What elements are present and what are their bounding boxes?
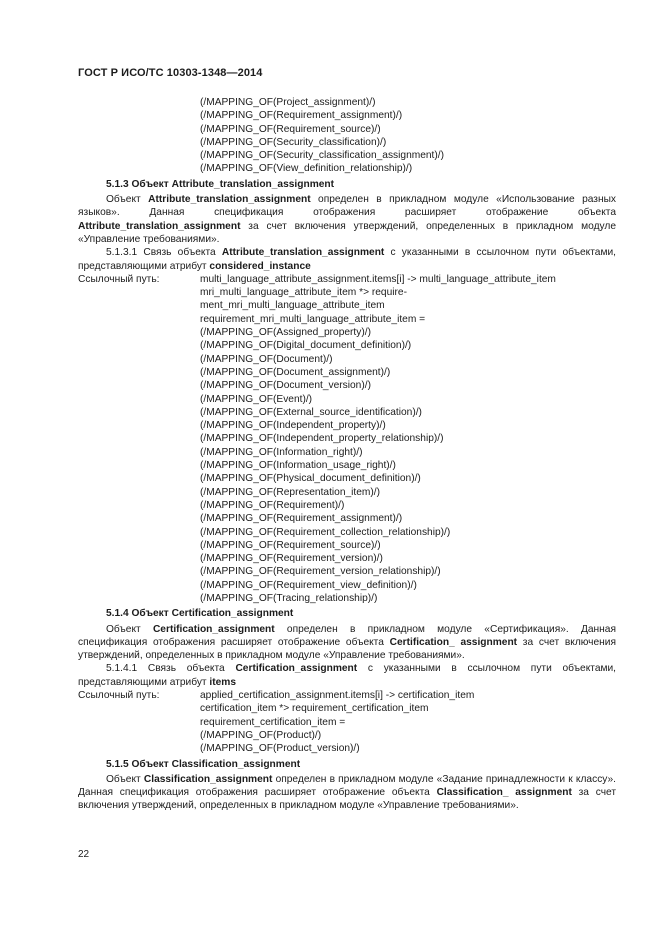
mapping-line: (/MAPPING_OF(Event)/) [200,393,313,405]
page-header: ГОСТ Р ИСО/ТС 10303-1348—2014 [78,67,263,79]
mapping-line: (/MAPPING_OF(Assigned_property)/) [200,327,371,339]
mapping-line: (/MAPPING_OF(Document_version)/) [200,380,371,392]
mapping-line: certification_item *> requirement_certification_item [200,703,429,715]
document-body [78,96,616,813]
mapping-line: (/MAPPING_OF(Security_classification)/) [200,136,387,148]
paragraph-5-1-3: Объект Attribute_translation_assignment определен в прикладном модуле «Использование разных языков». Данная спецификация отображения расширяет отображение объекта Attribute_translation_assignment за счет включения утверждений, определенных в прикладном модуле «Управление требованиями». [78,194,616,245]
mapping-line: (/MAPPING_OF(Requirement_source)/) [200,539,381,551]
reference-path-first: multi_language_attribute_assignment.items[i] -> multi_language_attribute_item [200,273,556,285]
section-heading-5-1-3: 5.1.3 Объект Attribute_translation_assignment [106,178,335,190]
mapping-line: requirement_mri_multi_language_attribute_item = [200,313,426,325]
paragraph-5-1-5: Объект Classification_assignment определен в прикладном модуле «Задание принадлежности к классу». Данная спецификация отображения расширяет отображение объекта Classification_ assignment за счет включения утверждений, определенных в прикладном модуле «Управление требованиями». [78,773,616,812]
reference-path-5-1-4-1 [78,689,616,702]
section-heading-5-1-4: 5.1.4 Объект Certification_assignment [106,608,294,620]
mapping-line: (/MAPPING_OF(View_definition_relationship)/) [200,163,413,175]
reference-path-lines-5-1-3-1 [78,286,616,605]
mapping-line: (/MAPPING_OF(Requirement_view_definition)/) [200,579,417,591]
mapping-line: (/MAPPING_OF(Independent_property)/) [200,420,386,432]
mapping-line: (/MAPPING_OF(Document)/) [200,353,333,365]
paragraph-5-1-4-1: 5.1.4.1 Связь объекта Certification_assignment с указанными в ссылочном пути объектами, представляющими атрибут items [78,663,617,688]
mapping-line: mri_multi_language_attribute_item *> require- [200,287,407,299]
mapping-line: (/MAPPING_OF(Requirement_assignment)/) [200,513,403,525]
paragraph-5-1-4: Объект Certification_assignment определен в прикладном модуле «Сертификация». Данная спецификация отображения расширяет отображение объекта Certification_ assignment за счет включения утверждений, определенных в прикладном модуле «Управление требованиями». [78,623,616,662]
reference-path-first: applied_certification_assignment.items[i] -> certification_item [200,690,475,702]
mapping-line: (/MAPPING_OF(Tracing_relationship)/) [200,592,378,604]
mapping-line: (/MAPPING_OF(Document_assignment)/) [200,366,391,378]
section-heading-5-1-5: 5.1.5 Объект Classification_assignment [106,758,301,770]
paragraph-5-1-3-1: 5.1.3.1 Связь объекта Attribute_translation_assignment с указанными в ссылочном пути объектами, представляющими атрибут considered_instance [78,247,616,272]
reference-path-label: Ссылочный путь: [78,273,160,285]
mapping-line: (/MAPPING_OF(Digital_document_definition)/) [200,340,412,352]
mapping-line: (/MAPPING_OF(Requirement_version_relationship)/) [200,566,441,578]
reference-path-5-1-3-1 [78,273,616,286]
mapping-line: (/MAPPING_OF(External_source_identification)/) [200,406,422,418]
mapping-line: (/MAPPING_OF(Requirement_version)/) [200,553,383,565]
mapping-line: (/MAPPING_OF(Requirement_collection_relationship)/) [200,526,451,538]
mapping-line: (/MAPPING_OF(Requirement)/) [200,499,345,511]
mapping-line: (/MAPPING_OF(Information_usage_right)/) [200,460,396,472]
mapping-line: (/MAPPING_OF(Requirement_source)/) [200,123,381,135]
mapping-line: (/MAPPING_OF(Security_classification_assignment)/) [200,150,445,162]
reference-path-lines-5-1-4-1 [78,702,616,755]
mapping-line: ment_mri_multi_language_attribute_item [200,300,385,312]
mapping-line: (/MAPPING_OF(Project_assignment)/) [200,97,376,108]
mapping-line: (/MAPPING_OF(Representation_item)/) [200,486,381,498]
mapping-line: (/MAPPING_OF(Product)/) [200,729,322,741]
mapping-line: requirement_certification_item = [200,716,346,728]
mapping-line: (/MAPPING_OF(Physical_document_definition)/) [200,473,421,485]
mapping-line: (/MAPPING_OF(Requirement_assignment)/) [200,110,403,122]
mapping-line: (/MAPPING_OF(Information_right)/) [200,446,363,458]
mapping-list-top [78,96,616,176]
page-number: 22 [78,849,90,860]
reference-path-label: Ссылочный путь: [78,690,160,702]
mapping-line: (/MAPPING_OF(Independent_property_relationship)/) [200,433,444,445]
mapping-line: (/MAPPING_OF(Product_version)/) [200,743,360,755]
